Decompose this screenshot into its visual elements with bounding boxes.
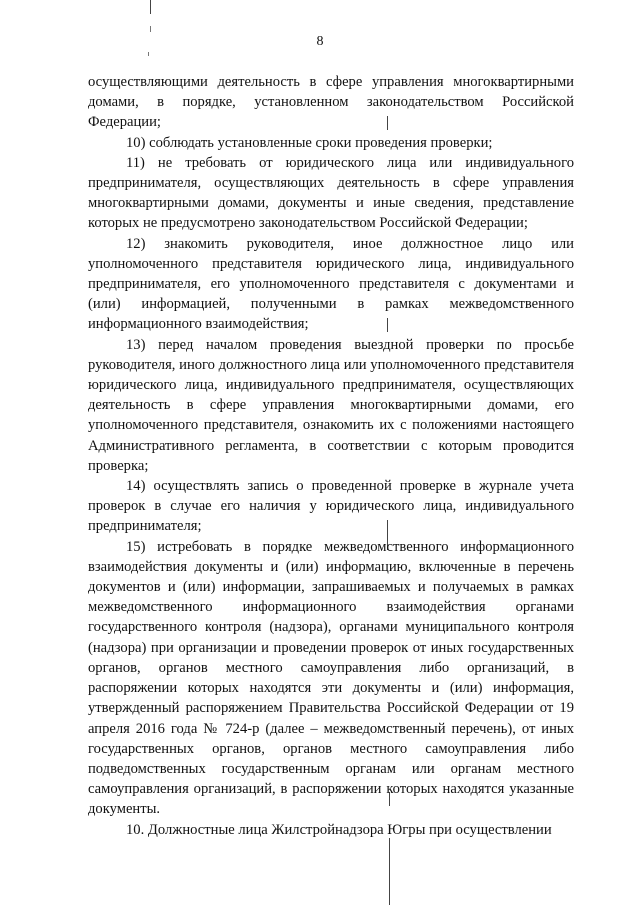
- paragraph-continuation: осуществляющими деятельность в сфере управления многоквартирными домами, в порядке, установленном законодательством Российской Федерации;: [88, 74, 574, 131]
- paragraph-item-10: 10) соблюдать установленные сроки проведения проверки;: [126, 134, 493, 151]
- page-number: 8: [316, 34, 324, 49]
- paragraph-item-13: 13) перед началом проведения выездной проверки по просьбе руководителя, иного должностного лица или уполномоченного представителя юридического лица, индивидуального предпринимателя, осуществляющих деятельность в сфере управления многоквартирными домами, его уполномоченного представителя, ознакомить их с положениями настоящего Административного регламента, в соответствии с которым проводится проверка;: [88, 336, 574, 474]
- paragraph-item-11: 11) не требовать от юридического лица или индивидуального предпринимателя, осуществляющих деятельность в сфере управления многоквартирными домами, документы и иные сведения, представление которых не предусмотрено законодательством Российской Федерации;: [88, 154, 574, 232]
- scan-artifact-mark: [150, 26, 151, 32]
- scan-artifact-line: [389, 838, 390, 905]
- paragraph-item-14: 14) осуществлять запись о проведенной проверке в журнале учета проверок в случае его наличия у юридического лица, индивидуального предпринимателя;: [88, 478, 574, 535]
- paragraph-item-15: 15) истребовать в порядке межведомственного информационного взаимодействия документы и (или) информацию, включенные в перечень документов и (или) информации, запрашиваемых и получаемых в рамках межведомственного информационного взаимодействия органами государственного контроля (надзора), органами муниципального контроля (надзора) при организации и проведении проверок от иных государственных органов, органов местного самоуправления либо организаций, в распоряжении которых находятся эти документы и (или) информация, утвержденный распоряжением Правительства Российской Федерации от 19 апреля 2016 года № 724-р (далее – межведомственный перечень), от иных государственных органов, органов местного самоуправления либо подведомственных государственным органам или органам местного самоуправления организаций, в распоряжении которых находятся указанные документы.: [88, 538, 574, 818]
- scan-artifact-mark: [148, 52, 149, 56]
- paragraph-section-10: 10. Должностные лица Жилстройнадзора Югры при осуществлении: [126, 821, 552, 838]
- paragraph-item-12: 12) знакомить руководителя, иное должностное лицо или уполномоченного представителя юридического лица, индивидуального предпринимателя, его уполномоченного представителя с документами и (или) информацией, полученными в рамках межведомственного информационного взаимодействия;: [88, 235, 574, 333]
- scan-artifact-line: [150, 0, 151, 14]
- document-body: [88, 72, 574, 840]
